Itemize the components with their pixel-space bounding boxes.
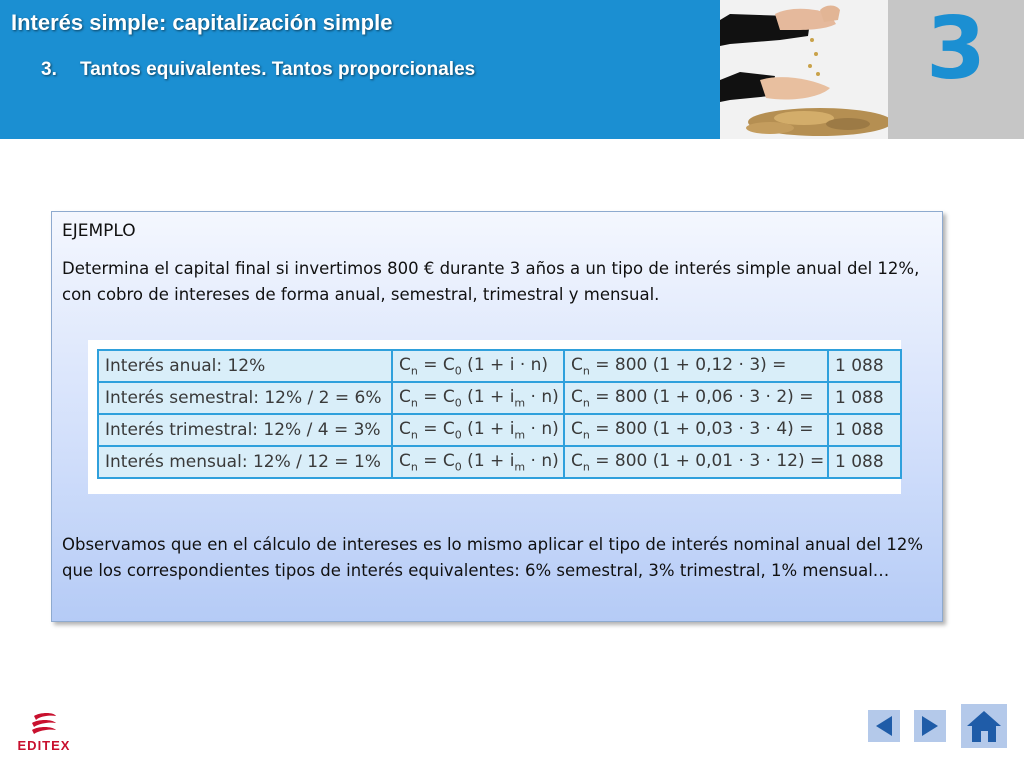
- page-title: Interés simple: capitalización simple: [11, 10, 393, 35]
- triangle-left-icon: [874, 715, 894, 737]
- table-row: [98, 382, 901, 414]
- rate-cell: Interés anual: 12%: [98, 350, 392, 382]
- result-cell: 1 088: [828, 414, 901, 446]
- coins-hands-photo: [720, 0, 888, 139]
- formula-cell: $C_n = C_0$ $(1 + i_m \cdot n)$: [392, 446, 564, 478]
- rate-cell: Interés trimestral: 12% / 4 = 3%: [98, 414, 392, 446]
- formula-rate: i: [509, 386, 515, 407]
- calc-text: $C_n = 800$ (1 + 0,12 · 3) =: [571, 354, 787, 378]
- rate-cell: Interés semestral: 12% / 2 = 6%: [98, 382, 392, 414]
- editex-logo-mark-icon: [10, 712, 78, 740]
- result-cell: 1 088: [828, 350, 901, 382]
- calculation-table: [97, 349, 902, 479]
- formula-rate: i: [509, 450, 515, 471]
- calc-cell: [564, 414, 828, 446]
- calc-text: $C_n = 800$ (1 + 0,06 · 3 · 2) =: [571, 386, 814, 410]
- previous-button[interactable]: [868, 710, 900, 742]
- example-box: [51, 211, 943, 622]
- example-intro: Determina el capital final si invertimos 800 € durante 3 años a un tipo de interés simple anual del 12%, con cobro de intereses de forma anual, semestral, trimestral y mensual.: [62, 259, 920, 304]
- house-icon: [965, 708, 1003, 744]
- table-row: [98, 350, 901, 382]
- formula-rate: i: [509, 418, 515, 439]
- calc-cell: [564, 350, 828, 382]
- formula-cell: $C_n = C_0$ (1 + i · n): [392, 350, 564, 382]
- next-button[interactable]: [914, 710, 946, 742]
- result-cell: 1 088: [828, 382, 901, 414]
- example-observation: Observamos que en el cálculo de intereses es lo mismo aplicar el tipo de interés nominal anual del 12% que los correspondientes tipos de interés equivalentes: 6% semestral, 3% trimestral, 1% mensual…: [62, 535, 923, 580]
- rate-cell: Interés mensual: 12% / 12 = 1%: [98, 446, 392, 478]
- editex-logo: [10, 712, 78, 758]
- formula-cell: $C_n = C_0$ $(1 + i_m \cdot n)$: [392, 414, 564, 446]
- calculation-table-frame: [88, 340, 901, 494]
- header-banner: [0, 0, 720, 139]
- section-number: 3.: [41, 59, 57, 80]
- example-heading: EJEMPLO: [62, 221, 136, 241]
- calc-cell: [564, 382, 828, 414]
- formula-cell: $C_n = C_0$ $(1 + i_m \cdot n)$: [392, 382, 564, 414]
- table-row: [98, 446, 901, 478]
- chapter-number: 3: [926, 0, 986, 99]
- section-title: Tantos equivalentes. Tantos proporcionales: [80, 59, 476, 80]
- calc-text: $C_n = 800$ (1 + 0,03 · 3 · 4) =: [571, 418, 814, 442]
- calc-cell: [564, 446, 828, 478]
- table-row: [98, 414, 901, 446]
- formula-rate: i: [509, 354, 515, 375]
- chapter-badge: [888, 0, 1024, 139]
- section-subtitle: [41, 59, 475, 81]
- result-cell: 1 088: [828, 446, 901, 478]
- logo-text: EDITEX: [17, 738, 71, 753]
- calc-text: $C_n = 800$ (1 + 0,01 · 3 · 12) =: [571, 450, 825, 474]
- triangle-right-icon: [920, 715, 940, 737]
- home-button[interactable]: [961, 704, 1007, 748]
